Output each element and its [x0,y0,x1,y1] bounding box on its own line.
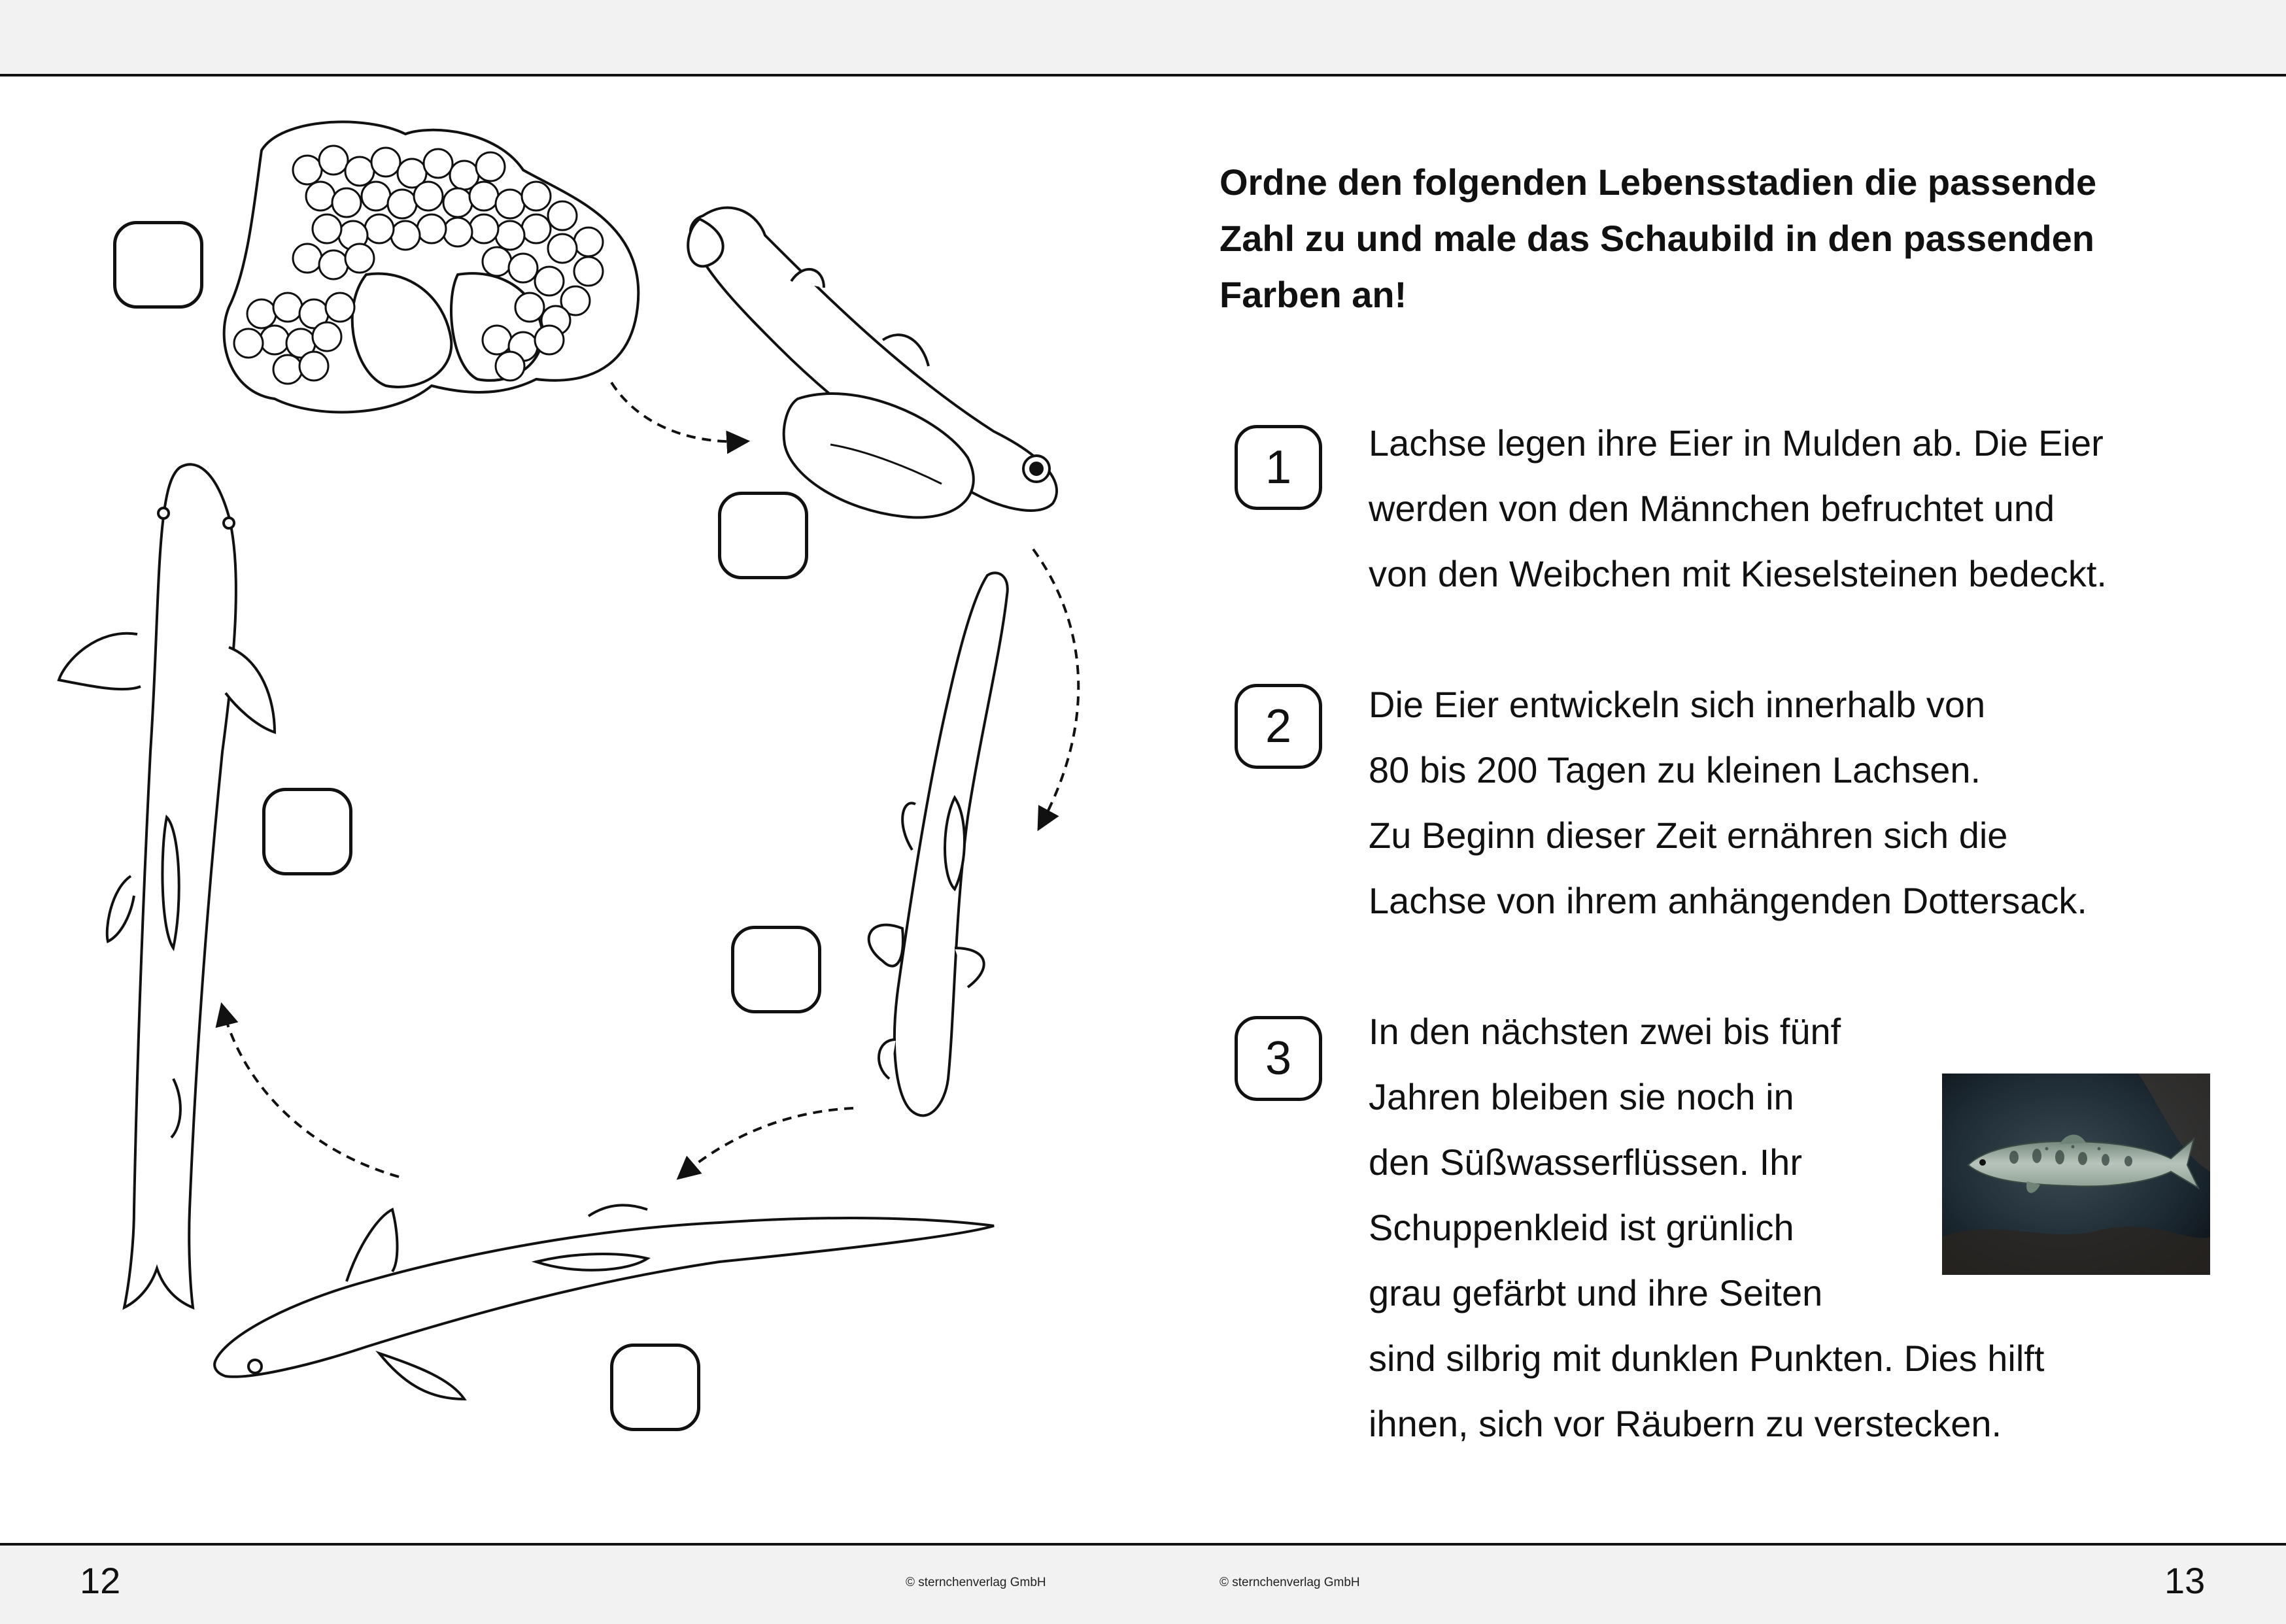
answer-box-parr[interactable] [610,1344,700,1431]
stage-line: 80 bis 200 Tagen zu kleinen Lachsen. [1369,749,1981,790]
adult-salmon-icon [59,464,275,1308]
stage-text-2 [1369,672,2087,934]
answer-box-eggs[interactable] [113,221,203,309]
stage-line: In den nächsten zwei bis fünf [1369,1011,1841,1052]
stage-number-2: 2 [1235,684,1322,769]
stage-line: von den Weibchen mit Kieselsteinen bedeckt. [1369,553,2107,594]
answer-box-adult[interactable] [262,788,352,875]
stage-line: Lachse von ihrem anhängenden Dottersack. [1369,880,2087,921]
stage-number-3: 3 [1235,1016,1322,1101]
stage-line: werden von den Männchen befruchtet und [1369,488,2055,529]
copyright-left: © sternchenverlag GmbH [906,1576,1046,1589]
eggs-icon [224,122,639,412]
stage-line: den Süßwasserflüssen. Ihr [1369,1142,1802,1183]
stage-line: ihnen, sich vor Räubern zu verstecken. [1369,1403,2002,1444]
fry-icon [869,573,1008,1115]
bottom-band [0,1543,2286,1624]
stage-text-1 [1369,411,2107,607]
stage-line: Zu Beginn dieser Zeit ernähren sich die [1369,815,2008,856]
stage-line: sind silbrig mit dunklen Punkten. Dies hilft [1369,1338,2045,1379]
stage-line: Die Eier entwickeln sich innerhalb von [1369,684,1986,725]
stage-line: Jahren bleiben sie noch in [1369,1076,1794,1117]
answer-box-fry[interactable] [731,926,821,1013]
instruction-line: Farben an! [1220,274,1407,315]
page-number-left: 12 [80,1560,121,1601]
salmon-photo [1942,1074,2210,1275]
stage-number-1: 1 [1235,425,1322,510]
top-band [0,0,2286,76]
copyright-right: © sternchenverlag GmbH [1220,1576,1360,1589]
alevin-with-yolk-sac-icon [688,208,1057,518]
page-number-right: 13 [2164,1560,2206,1601]
answer-box-alevin[interactable] [718,492,808,579]
instruction-line: Zahl zu und male das Schaubild in den passenden [1220,218,2095,259]
stage-line: grau gefärbt und ihre Seiten [1369,1272,1823,1313]
parr-icon [214,1205,994,1399]
stage-line: Lachse legen ihre Eier in Mulden ab. Die Eier [1369,422,2104,464]
stage-line: Schuppenkleid ist grünlich [1369,1207,1794,1248]
instruction-line: Ordne den folgenden Lebensstadien die passende [1220,161,2097,203]
instruction [1220,154,2200,323]
